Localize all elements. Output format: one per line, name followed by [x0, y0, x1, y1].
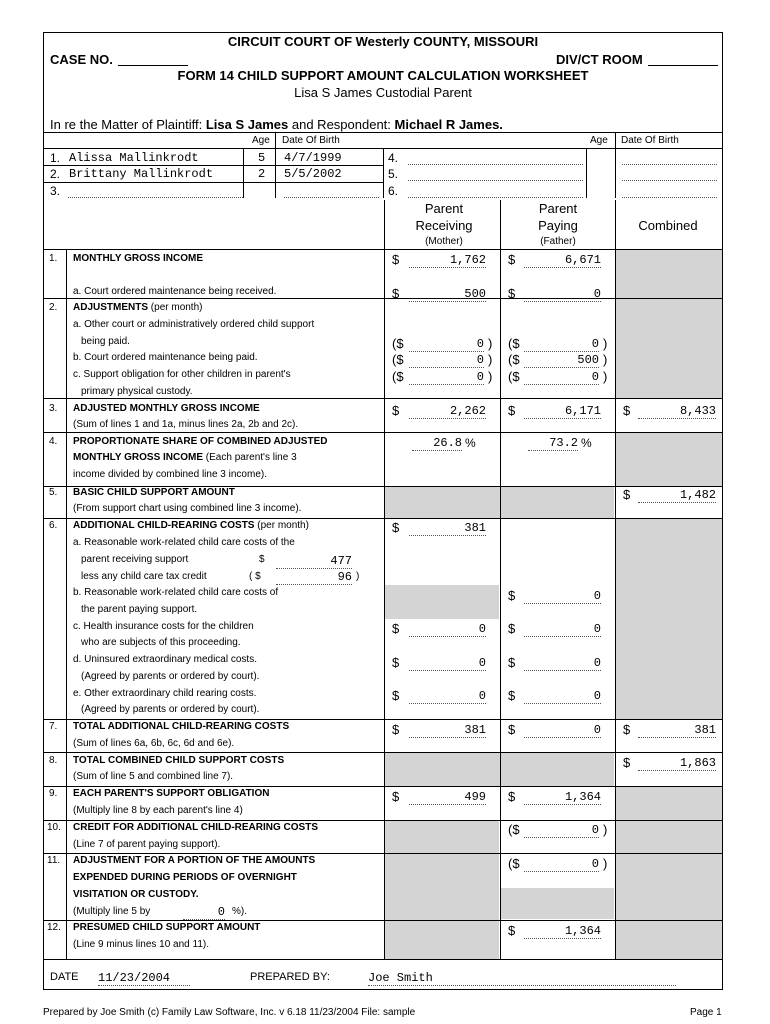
close-paren: ) [603, 352, 608, 367]
amount-field-l2c-r[interactable]: 0 [409, 370, 484, 385]
line-label: (Line 7 of parent paying support). [73, 839, 221, 850]
rule [275, 132, 276, 148]
line-number: 10. [47, 822, 61, 833]
plaintiff-name: Lisa S James [205, 117, 289, 132]
rule [43, 786, 723, 787]
line-label: TOTAL ADDITIONAL CHILD-REARING COSTS [73, 721, 290, 732]
dollar-sign: $ [623, 487, 631, 502]
dob-header: Date Of Birth [282, 135, 340, 146]
paren-dollar: ($ [392, 369, 404, 384]
line-number: 7. [49, 721, 58, 732]
dollar-sign: $ [392, 688, 400, 703]
amount-field-l2a-r[interactable]: 0 [409, 337, 484, 352]
amount-field-l6e-p[interactable]: 0 [524, 689, 601, 704]
dollar-sign: $ [508, 789, 516, 804]
line-label: a. Court ordered maintenance being received. [73, 286, 277, 297]
dollar-sign: $ [259, 554, 265, 565]
amount-field-l6c-p[interactable]: 0 [524, 622, 601, 637]
line-label: the parent paying support. [81, 604, 198, 615]
line-label: less any child care tax credit [81, 571, 207, 582]
line-number: 8. [49, 755, 58, 766]
rule [43, 518, 723, 519]
child-field[interactable] [408, 197, 583, 198]
rule [243, 148, 244, 198]
line-label: ADJUSTMENT FOR A PORTION OF THE AMOUNTS [73, 855, 316, 866]
line-label: c. Health insurance costs for the children [73, 621, 254, 632]
child-name: Brittany Mallinkrodt [69, 167, 214, 181]
paren-dollar: ( $ [249, 571, 261, 582]
amount-field-l2c-p[interactable]: 0 [524, 370, 599, 385]
amount-field-l8-c[interactable]: 1,863 [638, 756, 716, 771]
page-number: Page 1 [690, 1007, 722, 1018]
child-field[interactable] [284, 197, 379, 198]
shade [384, 752, 614, 786]
case-no-field[interactable] [118, 51, 188, 66]
line-label: parent receiving support [81, 554, 189, 565]
dollar-sign: $ [508, 252, 516, 267]
line-6a-credit[interactable]: 96 [276, 570, 352, 585]
rule [615, 132, 616, 148]
case-no-label: CASE NO. [50, 52, 113, 67]
line-2-title: ADJUSTMENTS [73, 302, 149, 313]
dollar-sign: $ [392, 286, 400, 301]
divct-label: DIV/CT ROOM [556, 52, 643, 67]
prepared-by-label: PREPARED BY: [250, 971, 330, 983]
rule [43, 853, 723, 854]
shade [384, 486, 614, 518]
line-label: BASIC CHILD SUPPORT AMOUNT [73, 487, 235, 498]
line-label: primary physical custody. [81, 386, 193, 397]
line-4-sub: (Each parent's line 3 [205, 452, 297, 463]
child-dob: 5/5/2002 [284, 167, 342, 181]
line-label: VISITATION OR CUSTODY. [73, 889, 199, 900]
paying-header-3: (Father) [540, 236, 576, 247]
dollar-sign: $ [392, 722, 400, 737]
child-field[interactable] [622, 197, 717, 198]
line-label: CREDIT FOR ADDITIONAL CHILD-REARING COSTS [73, 822, 318, 833]
line-4-paying[interactable]: 73.2 [528, 436, 578, 451]
line-label [73, 452, 297, 463]
shade [615, 432, 722, 486]
paren-dollar: ($ [508, 822, 520, 837]
paren-dollar: ($ [508, 336, 520, 351]
dollar-sign: $ [623, 403, 631, 418]
footer-text: Prepared by Joe Smith (c) Family Law Software, Inc. v 6.18 11/23/2004 File: sample [43, 1007, 416, 1018]
age-header: Age [252, 135, 270, 146]
dollar-sign: $ [508, 923, 516, 938]
paren-dollar: ($ [392, 336, 404, 351]
rule [43, 132, 723, 133]
rule [615, 148, 616, 198]
dollar-sign: $ [392, 520, 400, 535]
dollar-sign: $ [508, 588, 516, 603]
child-field[interactable] [408, 164, 583, 165]
line-11-percent[interactable]: 0 [183, 905, 225, 920]
rule [500, 200, 501, 959]
child-field[interactable] [68, 197, 243, 198]
child-age: 5 [258, 151, 266, 165]
line-label: EACH PARENT'S SUPPORT OBLIGATION [73, 788, 270, 799]
line-number: 6. [49, 520, 58, 531]
rule [383, 148, 384, 198]
child-num: 2. [50, 167, 61, 181]
close-paren: ) [603, 369, 608, 384]
amount-field-l2a-p[interactable]: 0 [524, 337, 599, 352]
line-label: TOTAL COMBINED CHILD SUPPORT COSTS [73, 755, 285, 766]
child-field[interactable] [408, 180, 583, 181]
receiving-header-1: Parent [424, 201, 464, 216]
close-paren: ) [603, 856, 608, 871]
line-label: PRESUMED CHILD SUPPORT AMOUNT [73, 922, 261, 933]
line-label: who are subjects of this proceeding. [81, 637, 241, 648]
shade [615, 518, 722, 719]
line-label: (Agreed by parents or ordered by court). [81, 671, 260, 682]
prepared-by-field[interactable]: Joe Smith [368, 971, 676, 986]
close-paren: ) [488, 336, 493, 351]
amount-field-l5-c[interactable]: 1,482 [638, 488, 716, 503]
rule [43, 920, 723, 921]
line-label: %). [232, 906, 247, 917]
line-number: 4. [49, 436, 58, 447]
amount-field-l1a-r[interactable]: 500 [409, 287, 486, 302]
amount-field-l6d-p[interactable]: 0 [524, 656, 601, 671]
dollar-sign: $ [623, 722, 631, 737]
line-label: (Sum of lines 1 and 1a, minus lines 2a, 2b and 2c). [73, 419, 299, 430]
close-paren: ) [603, 336, 608, 351]
dollar-sign: $ [508, 655, 516, 670]
line-label: (Line 9 minus lines 10 and 11). [73, 939, 210, 950]
amount-field-l10-p[interactable]: 0 [524, 823, 599, 838]
dob-header-right: Date Of Birth [621, 135, 679, 146]
amount-field-l3-c[interactable]: 8,433 [638, 404, 716, 419]
amount-field-l2b-r[interactable]: 0 [409, 353, 484, 368]
line-number: 3. [49, 403, 58, 414]
amount-field-l9-r[interactable]: 499 [409, 790, 486, 805]
shade [500, 888, 614, 919]
child-dob: 4/7/1999 [284, 151, 342, 165]
line-label: EXPENDED DURING PERIODS OF OVERNIGHT [73, 872, 297, 883]
amount-field-l7-c[interactable]: 381 [638, 723, 716, 738]
amount-field-l11-p[interactable]: 0 [524, 857, 599, 872]
receiving-header-2: Receiving [415, 218, 473, 233]
percent-sign: % [465, 436, 476, 450]
line-label: PROPORTIONATE SHARE OF COMBINED ADJUSTED [73, 436, 328, 447]
dollar-sign: $ [392, 789, 400, 804]
shade [384, 585, 499, 619]
line-label [73, 520, 309, 531]
line-6-suffix: (per month) [257, 520, 309, 531]
paren-dollar: ($ [508, 856, 520, 871]
rule [384, 200, 385, 959]
close-paren: ) [356, 571, 360, 582]
paren-dollar: ($ [508, 352, 520, 367]
rule [43, 432, 723, 433]
dollar-sign: $ [392, 403, 400, 418]
form-title: FORM 14 CHILD SUPPORT AMOUNT CALCULATION WORKSHEET [177, 68, 589, 83]
rule [43, 398, 723, 399]
rule [275, 148, 276, 198]
dollar-sign: $ [508, 286, 516, 301]
percent-sign: % [581, 436, 592, 450]
line-label [73, 302, 202, 313]
line-number: 1. [49, 253, 58, 264]
rule [586, 148, 587, 198]
dollar-sign: $ [508, 621, 516, 636]
amount-field-l6c-r[interactable]: 0 [409, 622, 486, 637]
close-paren: ) [488, 352, 493, 367]
dollar-sign: $ [508, 403, 516, 418]
age-header-right: Age [590, 135, 608, 146]
shade [615, 249, 722, 398]
custodial-parent: Lisa S James Custodial Parent [294, 85, 472, 100]
rule [615, 200, 616, 959]
line-number: 12. [47, 922, 61, 933]
line-label: e. Other extraordinary child rearing costs. [73, 688, 257, 699]
line-label: (Multiply line 5 by [73, 906, 151, 917]
line-4-receiving[interactable]: 26.8 [412, 436, 462, 451]
rule [43, 959, 723, 960]
line-label: b. Reasonable work-related child care costs of [73, 587, 279, 598]
rule [43, 165, 383, 166]
child-num: 5. [388, 167, 399, 181]
amount-field-l6-r[interactable]: 381 [409, 521, 486, 536]
shade [615, 786, 722, 959]
amount-field-l6e-r[interactable]: 0 [409, 689, 486, 704]
divct-field[interactable] [648, 51, 718, 66]
line-number: 11. [47, 855, 61, 866]
line-number: 2. [49, 302, 58, 313]
close-paren: ) [488, 369, 493, 384]
date-field[interactable]: 11/23/2004 [98, 971, 190, 986]
line-label: being paid. [81, 336, 130, 347]
amount-field-l3-p[interactable]: 6,171 [524, 404, 601, 419]
child-name: Alissa Mallinkrodt [69, 151, 199, 165]
child-num: 1. [50, 151, 61, 165]
shade [384, 820, 499, 959]
line-6-title: ADDITIONAL CHILD-REARING COSTS [73, 520, 255, 531]
line-label: b. Court ordered maintenance being paid. [73, 352, 258, 363]
matter-line [50, 117, 503, 132]
dollar-sign: $ [392, 621, 400, 636]
dollar-sign: $ [392, 655, 400, 670]
line-label: a. Other court or administratively ordered child support [73, 319, 315, 330]
rule [43, 249, 723, 250]
close-paren: ) [603, 822, 608, 837]
line-label: (Agreed by parents or ordered by court). [81, 704, 260, 715]
combined-header: Combined [638, 218, 698, 233]
dollar-sign: $ [508, 722, 516, 737]
child-num: 6. [388, 184, 399, 198]
line-4-title-2: MONTHLY GROSS INCOME [73, 452, 204, 463]
line-number: 5. [49, 487, 58, 498]
matter-mid: and Respondent: [291, 117, 391, 132]
rule [43, 719, 723, 720]
line-label: income divided by combined line 3 income). [73, 469, 267, 480]
child-num: 4. [388, 151, 399, 165]
line-6a-cost[interactable]: 477 [276, 554, 352, 569]
amount-field-l3-r[interactable]: 2,262 [409, 404, 486, 419]
amount-field-l2b-p[interactable]: 500 [524, 353, 599, 368]
paren-dollar: ($ [508, 369, 520, 384]
amount-field-l7-r[interactable]: 381 [409, 723, 486, 738]
line-label: (Multiply line 8 by each parent's line 4) [73, 805, 243, 816]
child-num: 3. [50, 184, 61, 198]
amount-field-l9-p[interactable]: 1,364 [524, 790, 601, 805]
line-label: ADJUSTED MONTHLY GROSS INCOME [73, 403, 260, 414]
dollar-sign: $ [508, 688, 516, 703]
amount-field-l1a-p[interactable]: 0 [524, 287, 601, 302]
line-label: (From support chart using combined line 3 income). [73, 503, 302, 514]
court-title: CIRCUIT COURT OF Westerly COUNTY, MISSOURI [227, 34, 539, 49]
line-2-suffix: (per month) [150, 302, 203, 313]
paying-header-1: Parent [538, 201, 578, 216]
rule [43, 752, 723, 753]
matter-prefix: In re the Matter of Plaintiff: [50, 117, 203, 132]
line-label: (Sum of lines 6a, 6b, 6c, 6d and 6e). [73, 738, 235, 749]
child-field[interactable] [622, 180, 717, 181]
amount-field-l6d-r[interactable]: 0 [409, 656, 486, 671]
line-label: c. Support obligation for other children in parent's [73, 369, 291, 380]
amount-field-l1-r[interactable]: 1,762 [409, 253, 486, 268]
date-label: DATE [50, 971, 79, 983]
rule [43, 298, 723, 299]
line-label: d. Uninsured extraordinary medical costs. [73, 654, 257, 665]
line-label: MONTHLY GROSS INCOME [73, 253, 204, 264]
respondent-name: Michael R James. [394, 117, 503, 132]
paying-header-2: Paying [538, 218, 578, 233]
amount-field-l7-p[interactable]: 0 [524, 723, 601, 738]
amount-field-l6b-p[interactable]: 0 [524, 589, 601, 604]
paren-dollar: ($ [392, 352, 404, 367]
dollar-sign: $ [392, 252, 400, 267]
rule [43, 820, 723, 821]
child-age: 2 [258, 167, 266, 181]
receiving-header-3: (Mother) [425, 236, 463, 247]
line-label: (Sum of line 5 and combined line 7). [73, 771, 234, 782]
line-label: a. Reasonable work-related child care costs of the [73, 537, 295, 548]
amount-field-l1-p[interactable]: 6,671 [524, 253, 601, 268]
amount-field-l12-p[interactable]: 1,364 [524, 924, 601, 939]
rule [43, 182, 383, 183]
line-number: 9. [49, 788, 58, 799]
dollar-sign: $ [623, 755, 631, 770]
child-field[interactable] [622, 164, 717, 165]
